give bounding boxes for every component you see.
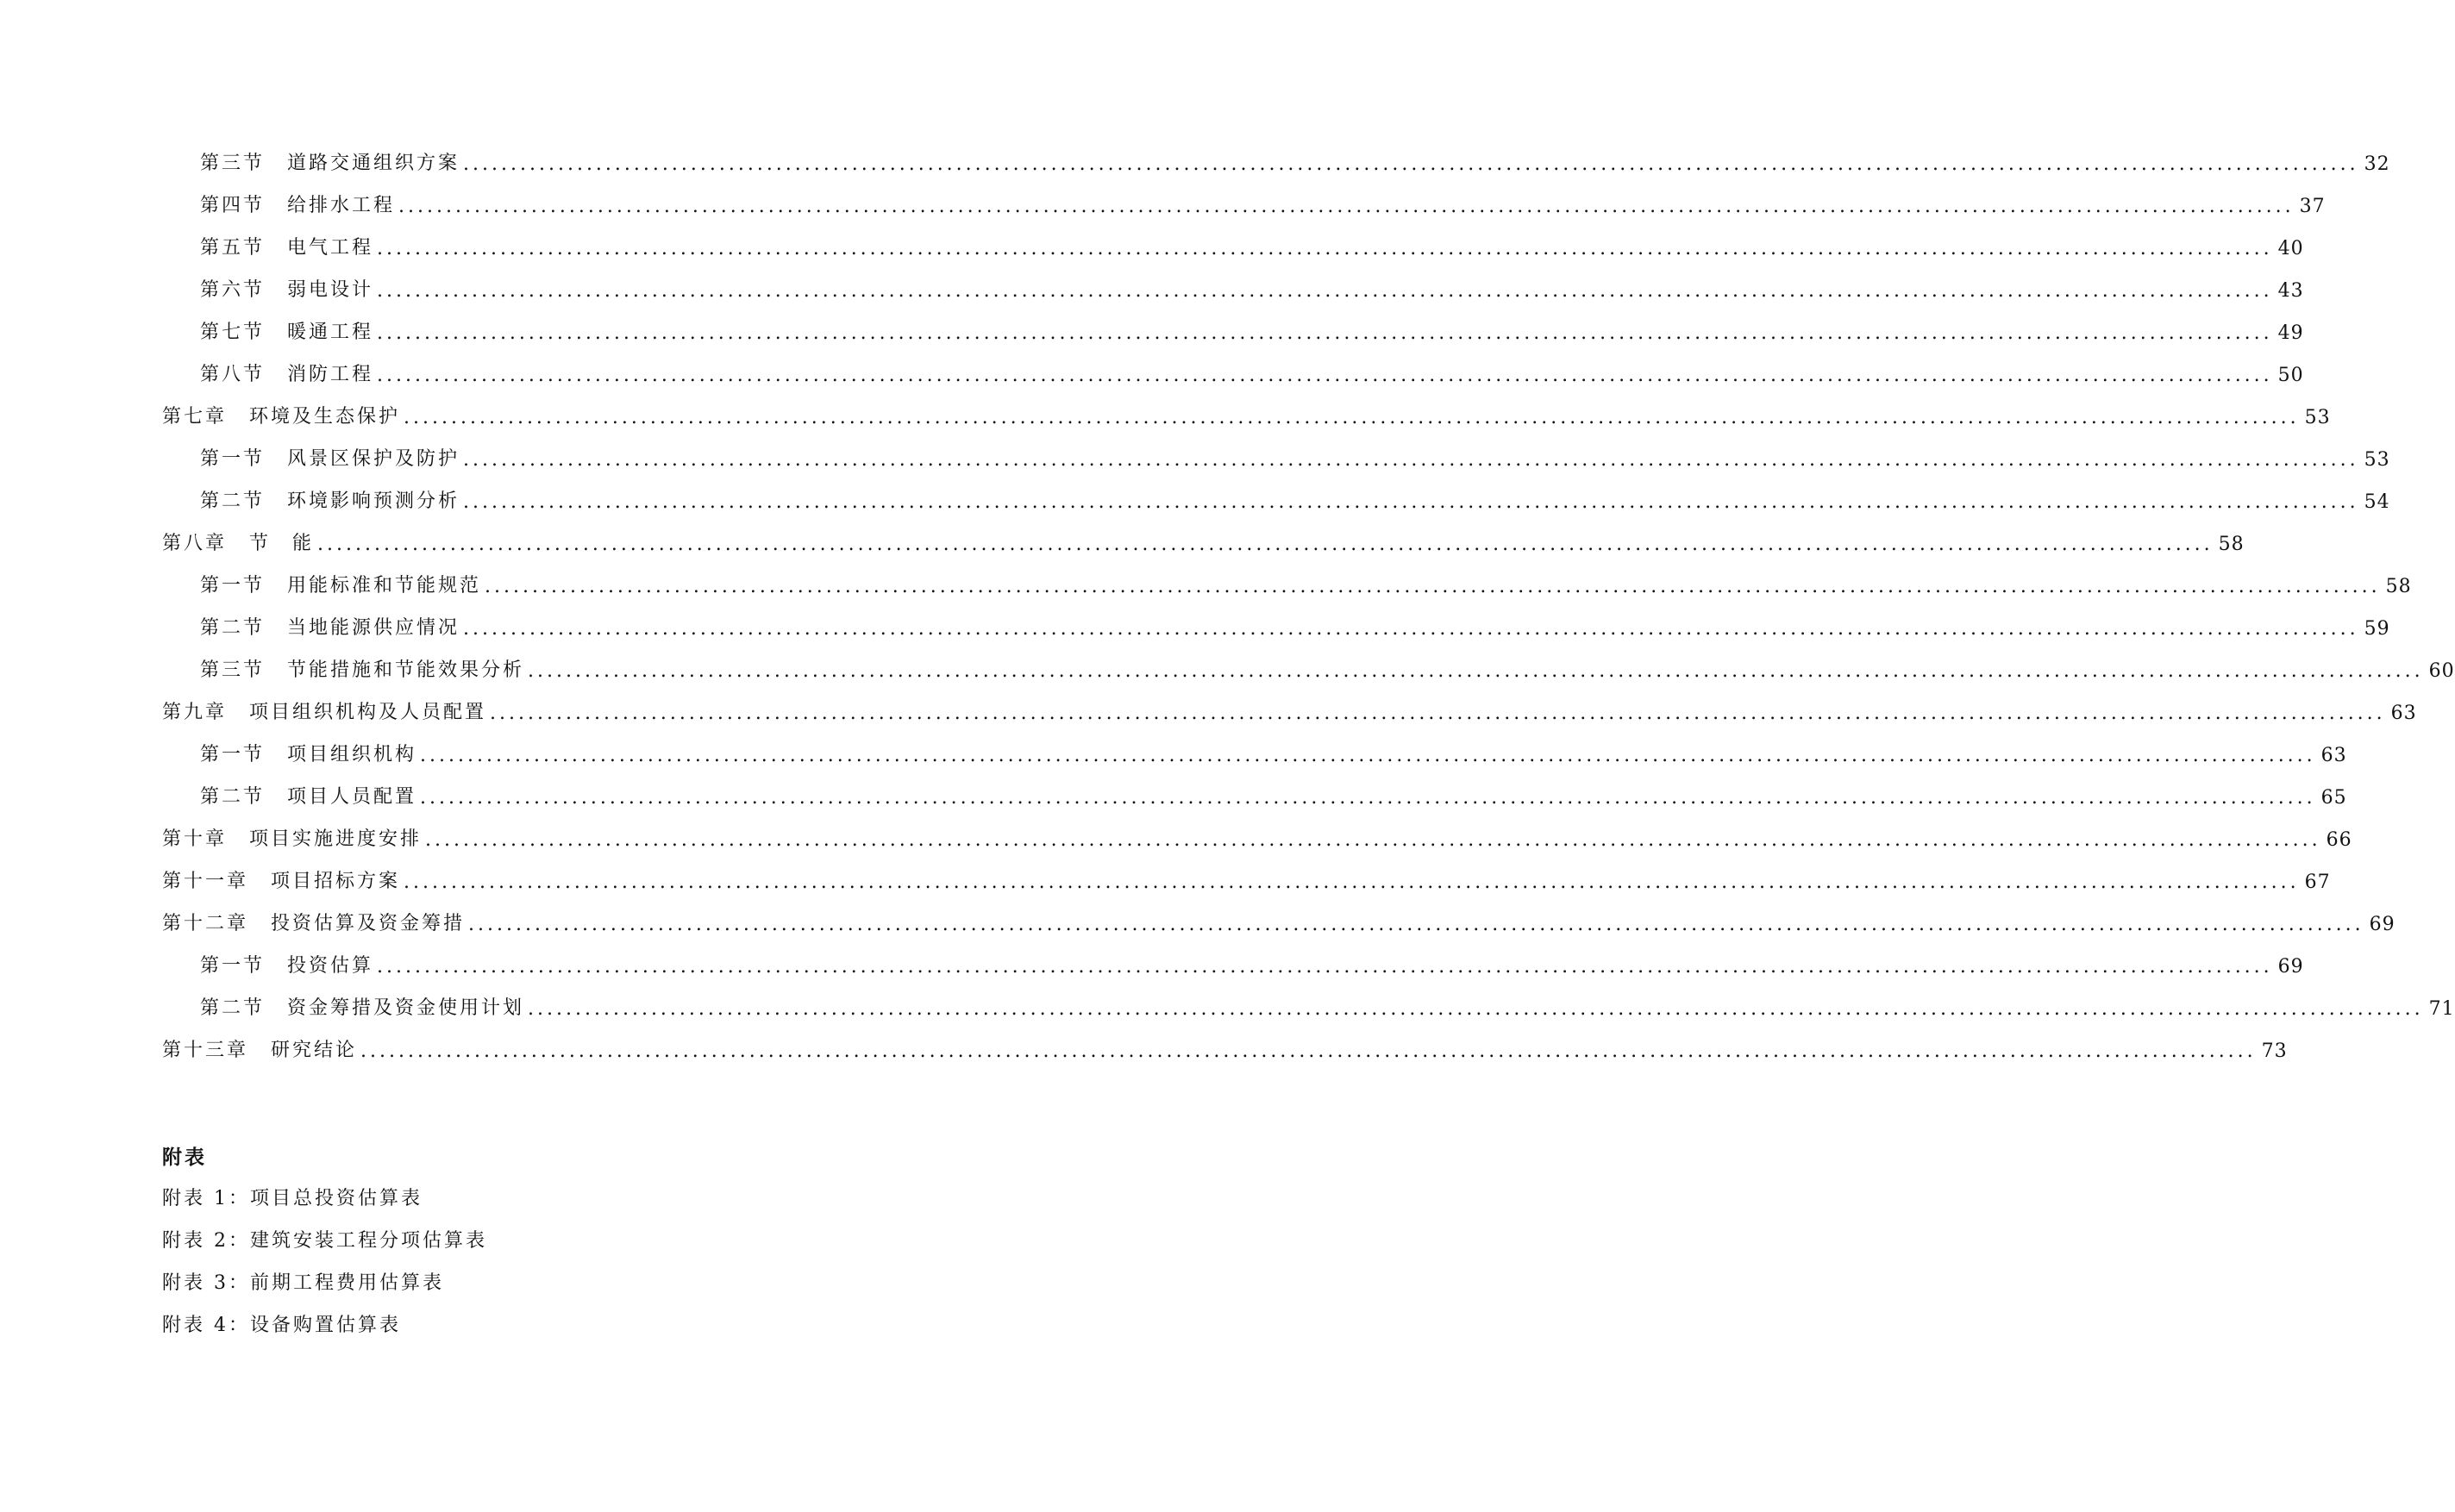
toc-dot-leader: ........................................................................................................................................................................................................ — [463, 618, 2359, 640]
toc-entry-number: 第八节 — [200, 364, 266, 385]
toc-entry-title: 弱电设计 — [287, 279, 374, 301]
toc-dot-leader: ........................................................................................................................................................................................................ — [404, 872, 2300, 893]
toc-page-number: 54 — [2364, 491, 2390, 513]
toc-chapter-entry[interactable] — [162, 851, 2331, 893]
appendix-heading: 附表 — [162, 1146, 207, 1169]
toc-section-entry[interactable] — [162, 555, 2412, 597]
toc-page-number: 59 — [2364, 618, 2390, 640]
toc-page-number: 37 — [2299, 196, 2326, 217]
toc-entry-title: 项目人员配置 — [287, 786, 417, 808]
toc-entry-number: 第二节 — [200, 617, 266, 639]
toc-entry-title: 研究结论 — [271, 1040, 358, 1061]
appendix-item: 附表 3：前期工程费用估算表 — [162, 1272, 444, 1294]
toc-entry-title: 环境及生态保护 — [249, 406, 401, 428]
toc-section-entry[interactable] — [162, 640, 2455, 682]
toc-dot-leader: ........................................................................................................................................................................................................ — [420, 787, 2316, 809]
toc-dot-leader: ........................................................................................................................................................................................................ — [463, 449, 2359, 471]
toc-entry-number: 第一节 — [200, 448, 266, 470]
toc-entry-number: 第十一章 — [162, 871, 249, 892]
toc-page-number: 58 — [2385, 576, 2412, 597]
toc-entry-number: 第九章 — [162, 702, 228, 723]
toc-entry-number: 第十章 — [162, 828, 228, 850]
appendix-item: 附表 1：项目总投资估算表 — [162, 1188, 423, 1209]
toc-entry-title: 项目招标方案 — [271, 871, 401, 892]
toc-page-number: 53 — [2304, 407, 2331, 428]
toc-page-number: 71 — [2428, 998, 2455, 1020]
toc-entry-title: 项目组织机构及人员配置 — [249, 702, 487, 723]
toc-page-number: 60 — [2428, 660, 2455, 682]
toc-entry-number: 第四节 — [200, 195, 266, 216]
toc-entry-title: 给排水工程 — [287, 195, 396, 216]
toc-dot-leader: ........................................................................................................................................................................................................ — [420, 745, 2316, 766]
toc-dot-leader: ........................................................................................................................................................................................................ — [377, 238, 2273, 259]
toc-section-entry[interactable] — [162, 471, 2390, 513]
table-of-contents — [162, 133, 2455, 1062]
toc-entry-title: 消防工程 — [287, 364, 374, 385]
toc-entry-number: 第一节 — [200, 744, 266, 765]
toc-entry-title: 环境影响预测分析 — [287, 490, 460, 512]
toc-dot-leader: ........................................................................................................................................................................................................ — [463, 153, 2359, 175]
toc-dot-leader: ........................................................................................................................................................................................................ — [404, 407, 2300, 428]
toc-dot-leader: ........................................................................................................................................................................................................ — [317, 534, 2214, 555]
toc-entry-number: 第二节 — [200, 997, 266, 1019]
toc-entry-number: 第一节 — [200, 955, 266, 977]
toc-entry-number: 第七节 — [200, 322, 266, 343]
toc-page-number: 50 — [2277, 365, 2304, 386]
toc-entry-title: 节能措施和节能效果分析 — [287, 659, 525, 681]
toc-section-entry[interactable] — [162, 978, 2455, 1020]
toc-entry-number: 第二节 — [200, 490, 266, 512]
toc-section-entry[interactable] — [162, 935, 2304, 978]
toc-page-number: 69 — [2277, 956, 2304, 978]
toc-entry-title: 投资估算及资金筹措 — [271, 913, 466, 934]
toc-dot-leader: ........................................................................................................................................................................................................ — [425, 829, 2321, 851]
toc-chapter-entry[interactable] — [162, 513, 2245, 555]
toc-page-number: 65 — [2320, 787, 2347, 809]
toc-entry-title: 当地能源供应情况 — [287, 617, 460, 639]
toc-dot-leader: ........................................................................................................................................................................................................ — [398, 196, 2295, 217]
toc-entry-title: 项目实施进度安排 — [249, 828, 423, 850]
toc-dot-leader: ........................................................................................................................................................................................................ — [377, 365, 2273, 386]
toc-chapter-entry[interactable] — [162, 1020, 2288, 1062]
toc-entry-number: 第七章 — [162, 406, 228, 428]
toc-dot-leader: ........................................................................................................................................................................................................ — [360, 1040, 2257, 1062]
toc-entry-title: 用能标准和节能规范 — [287, 575, 482, 597]
appendix-item: 附表 2：建筑安装工程分项估算表 — [162, 1230, 487, 1252]
toc-section-entry[interactable] — [162, 259, 2304, 302]
toc-section-entry[interactable] — [162, 217, 2304, 259]
toc-entry-title: 节 能 — [249, 533, 315, 554]
toc-dot-leader: ........................................................................................................................................................................................................ — [463, 491, 2359, 513]
toc-entry-number: 第五节 — [200, 237, 266, 259]
toc-section-entry[interactable] — [162, 344, 2304, 386]
appendix-item: 附表 4：设备购置估算表 — [162, 1315, 401, 1336]
toc-entry-number: 第八章 — [162, 533, 228, 554]
toc-page-number: 67 — [2304, 872, 2331, 893]
toc-entry-number: 第十三章 — [162, 1040, 249, 1061]
toc-entry-number: 第六节 — [200, 279, 266, 301]
toc-dot-leader: ........................................................................................................................................................................................................ — [377, 956, 2273, 978]
toc-page-number: 63 — [2320, 745, 2347, 766]
toc-chapter-entry[interactable] — [162, 893, 2396, 935]
toc-dot-leader: ........................................................................................................................................................................................................ — [528, 998, 2424, 1020]
toc-page-number: 40 — [2277, 238, 2304, 259]
toc-dot-leader: ........................................................................................................................................................................................................ — [377, 280, 2273, 302]
toc-dot-leader: ........................................................................................................................................................................................................ — [528, 660, 2424, 682]
toc-entry-title: 资金筹措及资金使用计划 — [287, 997, 525, 1019]
toc-section-entry[interactable] — [162, 133, 2390, 175]
toc-section-entry[interactable] — [162, 302, 2304, 344]
toc-page-number: 69 — [2369, 914, 2396, 935]
toc-page-number: 58 — [2218, 534, 2245, 555]
toc-section-entry[interactable] — [162, 428, 2390, 471]
toc-entry-title: 投资估算 — [287, 955, 374, 977]
toc-page-number: 73 — [2261, 1040, 2288, 1062]
toc-dot-leader: ........................................................................................................................................................................................................ — [377, 322, 2273, 344]
toc-page-number: 32 — [2364, 153, 2390, 175]
toc-entry-title: 暖通工程 — [287, 322, 374, 343]
toc-chapter-entry[interactable] — [162, 682, 2417, 724]
toc-section-entry[interactable] — [162, 175, 2326, 217]
toc-entry-title: 电气工程 — [287, 237, 374, 259]
toc-entry-number: 第一节 — [200, 575, 266, 597]
toc-dot-leader: ........................................................................................................................................................................................................ — [468, 914, 2364, 935]
toc-entry-title: 风景区保护及防护 — [287, 448, 460, 470]
toc-dot-leader: ........................................................................................................................................................................................................ — [485, 576, 2381, 597]
toc-page-number: 63 — [2390, 703, 2417, 724]
toc-chapter-entry[interactable] — [162, 386, 2331, 428]
toc-entry-number: 第二节 — [200, 786, 266, 808]
toc-section-entry[interactable] — [162, 724, 2347, 766]
toc-entry-title: 道路交通组织方案 — [287, 153, 460, 174]
toc-entry-title: 项目组织机构 — [287, 744, 417, 765]
toc-dot-leader: ........................................................................................................................................................................................................ — [490, 703, 2386, 724]
appendix-section — [162, 1141, 487, 1353]
toc-entry-number: 第十二章 — [162, 913, 249, 934]
toc-page-number: 53 — [2364, 449, 2390, 471]
toc-chapter-entry[interactable] — [162, 809, 2352, 851]
toc-entry-number: 第三节 — [200, 153, 266, 174]
toc-page-number: 66 — [2326, 829, 2352, 851]
toc-entry-number: 第三节 — [200, 659, 266, 681]
toc-section-entry[interactable] — [162, 597, 2390, 640]
toc-page-number: 43 — [2277, 280, 2304, 302]
toc-page-number: 49 — [2277, 322, 2304, 344]
toc-section-entry[interactable] — [162, 766, 2347, 809]
